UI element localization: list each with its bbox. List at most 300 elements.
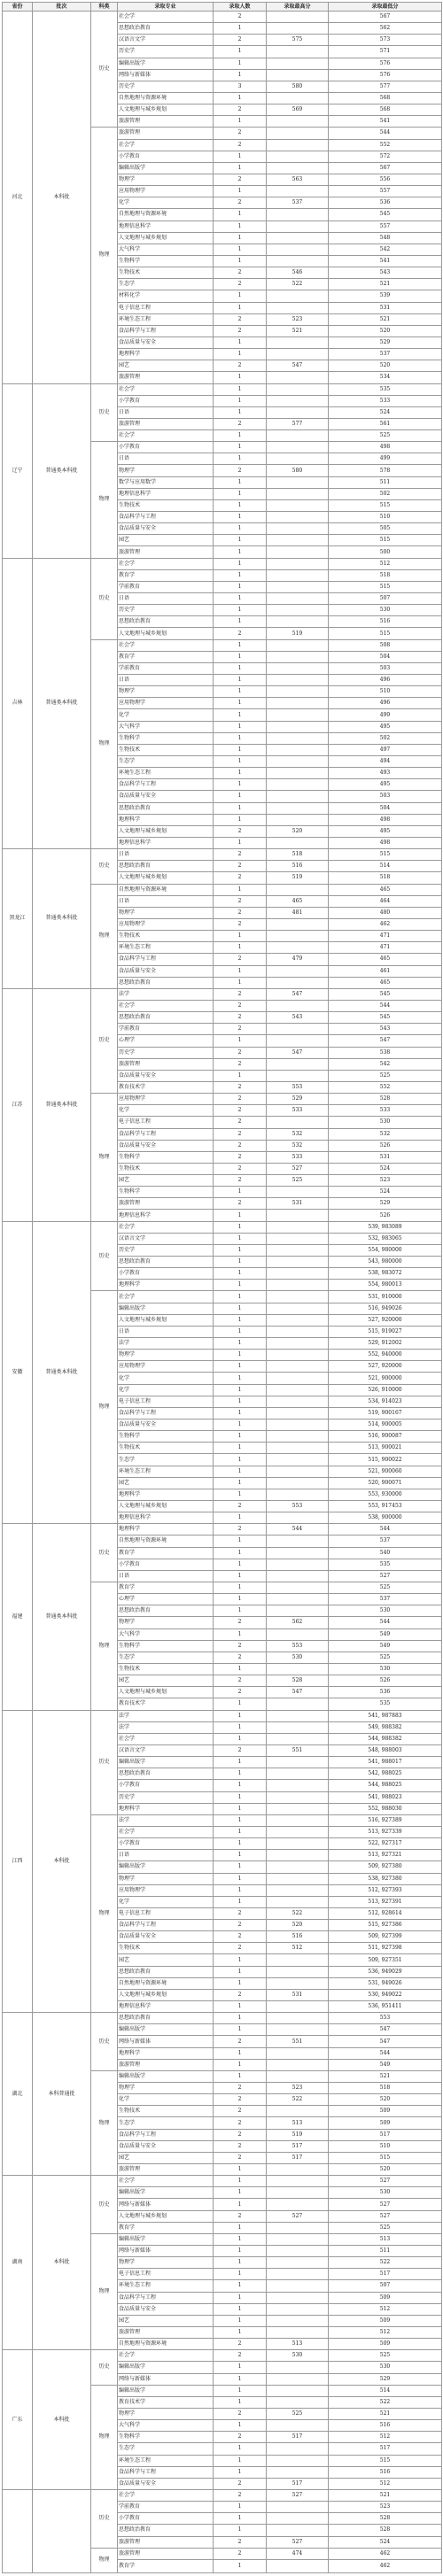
major-cell: 食品质量与安全 <box>118 523 214 535</box>
min-score-cell: 522, 927317 <box>329 1838 442 1850</box>
min-score-cell: 515 <box>329 628 442 639</box>
province-cell: 吉林 <box>3 558 33 849</box>
max-score-cell <box>267 512 329 523</box>
max-score-cell <box>267 1861 329 1873</box>
major-cell: 人文地理与城乡规划 <box>118 1501 214 1512</box>
subject-cell: 历史 <box>91 12 118 128</box>
header-province: 省份 <box>3 3 33 12</box>
count-cell: 1 <box>214 220 267 232</box>
major-cell: 食品科学与工程 <box>118 2129 214 2140</box>
count-cell: 2 <box>214 1501 267 1512</box>
province-cell: 河北 <box>3 12 33 384</box>
max-score-cell <box>267 1547 329 1559</box>
min-score-cell: 544 <box>329 128 442 139</box>
min-score-cell: 525 <box>329 2222 442 2233</box>
max-score-cell <box>267 2326 329 2338</box>
min-score-cell: 464 <box>329 895 442 907</box>
min-score-cell: 498 <box>329 814 442 825</box>
min-score-cell: 498 <box>329 837 442 848</box>
subject-cell: 物理 <box>91 2070 118 2175</box>
min-score-cell: 533 <box>329 395 442 406</box>
min-score-cell: 518 <box>329 872 442 884</box>
min-score-cell: 461 <box>329 965 442 977</box>
major-cell: 食品质量与安全 <box>118 1070 214 1081</box>
count-cell: 2 <box>214 1012 267 1024</box>
max-score-cell <box>267 535 329 546</box>
count-cell: 1 <box>214 523 267 535</box>
max-score-cell <box>267 1477 329 1489</box>
min-score-cell: 541, 987883 <box>329 1710 442 1721</box>
major-cell: 电子信息工程 <box>118 1117 214 1128</box>
min-score-cell: 534, 914023 <box>329 1396 442 1407</box>
major-cell: 自然地理与资源环境 <box>118 2339 214 2350</box>
major-cell: 食品质量与安全 <box>118 2303 214 2315</box>
count-cell: 1 <box>214 639 267 651</box>
min-score-cell: 530 <box>329 2362 442 2373</box>
max-score-cell <box>267 768 329 779</box>
count-cell: 1 <box>214 2233 267 2245</box>
min-score-cell: 515, 927386 <box>329 1920 442 1931</box>
max-score-cell: 522 <box>267 1907 329 1919</box>
min-score-cell: 524 <box>329 1187 442 1198</box>
count-cell: 1 <box>214 675 267 686</box>
max-score-cell <box>267 1396 329 1407</box>
count-cell: 2 <box>214 825 267 837</box>
major-cell: 食品科学与工程 <box>118 2466 214 2478</box>
count-cell: 1 <box>214 499 267 511</box>
major-cell: 物理学 <box>118 1617 214 1628</box>
major-cell: 生态学 <box>118 1652 214 1663</box>
count-cell: 1 <box>214 2222 267 2233</box>
max-score-cell <box>267 837 329 848</box>
count-cell: 1 <box>214 512 267 523</box>
min-score-cell: 553 <box>329 2013 442 2024</box>
min-score-cell: 535 <box>329 1698 442 1710</box>
min-score-cell: 509, 927351 <box>329 1954 442 1966</box>
major-cell: 生态学 <box>118 756 214 768</box>
min-score-cell: 515, 900022 <box>329 1454 442 1466</box>
min-score-cell: 549 <box>329 1628 442 1640</box>
min-score-cell: 576 <box>329 58 442 69</box>
max-score-cell: 523 <box>267 2083 329 2094</box>
max-score-cell <box>267 2199 329 2210</box>
max-score-cell: 533 <box>267 1151 329 1163</box>
min-score-cell: 544, 988382 <box>329 1733 442 1744</box>
count-cell: 1 <box>214 406 267 418</box>
major-cell: 旅游管理 <box>118 1058 214 1070</box>
max-score-cell <box>267 1431 329 1443</box>
count-cell: 1 <box>214 1454 267 1466</box>
min-score-cell: 516 <box>329 616 442 628</box>
count-cell: 2 <box>214 104 267 116</box>
count-cell: 2 <box>214 954 267 965</box>
min-score-cell: 545 <box>329 209 442 220</box>
count-cell: 1 <box>214 2070 267 2082</box>
max-score-cell: 544 <box>267 1524 329 1536</box>
major-cell: 编辑出版学 <box>118 2233 214 2245</box>
major-cell: 旅游管理 <box>118 2059 214 2070</box>
count-cell: 1 <box>214 2257 267 2269</box>
major-cell: 社会学 <box>118 12 214 23</box>
min-score-cell: 547 <box>329 1035 442 1047</box>
min-score-cell: 543 <box>329 1024 442 1035</box>
count-cell: 1 <box>214 744 267 755</box>
count-cell: 1 <box>214 1861 267 1873</box>
major-cell: 思想政治教育 <box>118 2013 214 2024</box>
major-cell: 旅游管理 <box>118 128 214 139</box>
count-cell: 2 <box>214 12 267 23</box>
max-score-cell: 521 <box>267 325 329 337</box>
major-cell: 应用物理学 <box>118 1094 214 1105</box>
major-cell: 心理学 <box>118 1594 214 1605</box>
count-cell: 1 <box>214 942 267 954</box>
max-score-cell: 531 <box>267 1989 329 2000</box>
count-cell: 1 <box>214 1477 267 1489</box>
major-cell: 环境生态工程 <box>118 942 214 954</box>
max-score-cell <box>267 2315 329 2326</box>
count-cell: 2 <box>214 2094 267 2106</box>
min-score-cell: 516, 900087 <box>329 1431 442 1443</box>
min-score-cell: 513, 900021 <box>329 1443 442 1454</box>
max-score-cell <box>267 1884 329 1896</box>
max-score-cell <box>267 1070 329 1081</box>
major-cell: 日语 <box>118 895 214 907</box>
count-cell: 1 <box>214 709 267 721</box>
major-cell: 社会学 <box>118 639 214 651</box>
min-score-cell: 547 <box>329 2036 442 2047</box>
min-score-cell: 541, 988017 <box>329 1757 442 1768</box>
subject-cell: 物理 <box>91 2548 118 2572</box>
major-cell: 物理学 <box>118 686 214 698</box>
major-cell: 日语 <box>118 593 214 605</box>
major-cell: 应用物理学 <box>118 698 214 709</box>
major-cell: 大气科学 <box>118 244 214 255</box>
major-cell: 生物科学 <box>118 732 214 744</box>
min-score-cell: 539 <box>329 290 442 302</box>
province-cell: 江西 <box>3 1710 33 2013</box>
count-cell: 1 <box>214 2443 267 2455</box>
count-cell: 1 <box>214 1244 267 1256</box>
major-cell: 思想政治教育 <box>118 1768 214 1780</box>
max-score-cell <box>267 372 329 383</box>
min-score-cell: 498 <box>329 442 442 453</box>
max-score-cell: 519 <box>267 2129 329 2140</box>
max-score-cell <box>267 977 329 988</box>
count-cell: 1 <box>214 151 267 162</box>
major-cell: 思想政治教育 <box>118 1012 214 1024</box>
min-score-cell: 536, 951411 <box>329 2001 442 2013</box>
max-score-cell: 530 <box>267 1652 329 1663</box>
count-cell: 1 <box>214 209 267 220</box>
min-score-cell: 552, 988030 <box>329 1803 442 1814</box>
major-cell: 园艺 <box>118 1675 214 1687</box>
count-cell: 1 <box>214 1733 267 1744</box>
count-cell: 1 <box>214 546 267 558</box>
min-score-cell: 509 <box>329 2117 442 2129</box>
min-score-cell: 507 <box>329 593 442 605</box>
count-cell: 2 <box>214 2152 267 2163</box>
min-score-cell: 509 <box>329 2315 442 2326</box>
min-score-cell: 533 <box>329 1105 442 1117</box>
max-score-cell <box>267 2303 329 2315</box>
max-score-cell <box>267 616 329 628</box>
max-score-cell <box>267 1977 329 1989</box>
count-cell: 1 <box>214 2013 267 2024</box>
province-cell: 江苏 <box>3 988 33 1221</box>
min-score-cell: 525 <box>329 2350 442 2362</box>
count-cell: 1 <box>214 2176 267 2187</box>
major-cell: 历史学 <box>118 1047 214 1058</box>
min-score-cell: 561 <box>329 418 442 429</box>
max-score-cell <box>267 1244 329 1256</box>
max-score-cell: 527 <box>267 2210 329 2222</box>
max-score-cell <box>267 1768 329 1780</box>
major-cell: 园艺 <box>118 2315 214 2326</box>
major-cell: 小学教育 <box>118 1780 214 1791</box>
max-score-cell <box>267 58 329 69</box>
table-row <box>3 2176 442 2187</box>
major-cell: 电子信息工程 <box>118 302 214 313</box>
max-score-cell <box>267 1896 329 1907</box>
count-cell: 1 <box>214 1966 267 1977</box>
major-cell: 生态学 <box>118 1454 214 1466</box>
count-cell: 2 <box>214 1140 267 1151</box>
province-cell: 福建 <box>3 1524 33 1710</box>
major-cell: 园艺 <box>118 1175 214 1187</box>
min-score-cell: 525 <box>329 1582 442 1593</box>
min-score-cell: 541 <box>329 255 442 267</box>
max-score-cell <box>267 814 329 825</box>
count-cell: 2 <box>214 2140 267 2152</box>
min-score-cell: 553, 930000 <box>329 1489 442 1500</box>
major-cell: 编辑出版学 <box>118 1757 214 1768</box>
subject-cell: 历史 <box>91 383 118 442</box>
batch-cell: 普通类本科批 <box>33 1524 91 1710</box>
max-score-cell: 553 <box>267 1640 329 1652</box>
max-score-cell <box>267 1373 329 1384</box>
major-cell: 园艺 <box>118 535 214 546</box>
min-score-cell: 545 <box>329 1012 442 1024</box>
max-score-cell <box>267 1233 329 1244</box>
min-score-cell: 571 <box>329 46 442 58</box>
major-cell: 环境生态工程 <box>118 2280 214 2292</box>
max-score-cell <box>267 1407 329 1419</box>
max-score-cell <box>267 1420 329 1431</box>
min-score-cell: 526 <box>329 1675 442 1687</box>
major-cell: 教育技术学 <box>118 1698 214 1710</box>
count-cell: 2 <box>214 128 267 139</box>
major-cell: 教育学 <box>118 1582 214 1593</box>
max-score-cell <box>267 1117 329 1128</box>
count-cell: 1 <box>214 1559 267 1570</box>
count-cell: 1 <box>214 965 267 977</box>
min-score-cell: 526 <box>329 1210 442 1221</box>
major-cell: 生物技术 <box>118 1663 214 1675</box>
max-score-cell: 532 <box>267 1128 329 1140</box>
major-cell: 法学 <box>118 1814 214 1826</box>
max-score-cell <box>267 581 329 592</box>
count-cell: 1 <box>214 616 267 628</box>
count-cell: 1 <box>214 1070 267 1081</box>
min-score-cell: 524 <box>329 1163 442 1174</box>
major-cell: 思想政治教育 <box>118 1605 214 1617</box>
min-score-cell: 509 <box>329 2106 442 2117</box>
count-cell: 1 <box>214 1884 267 1896</box>
major-cell: 地理信息科学 <box>118 837 214 848</box>
table-row <box>3 1221 442 1233</box>
major-cell: 网络与新媒体 <box>118 2199 214 2210</box>
major-cell: 编辑出版学 <box>118 1861 214 1873</box>
max-score-cell <box>267 116 329 128</box>
major-cell: 地理信息科学 <box>118 2001 214 2013</box>
major-cell: 小学教育 <box>118 1559 214 1570</box>
count-cell: 2 <box>214 2083 267 2094</box>
batch-cell <box>33 2489 91 2572</box>
subject-cell: 历史 <box>91 2350 118 2385</box>
max-score-cell <box>267 1605 329 1617</box>
min-score-cell: 496 <box>329 698 442 709</box>
count-cell: 1 <box>214 1721 267 1733</box>
max-score-cell <box>267 2455 329 2466</box>
count-cell: 1 <box>214 69 267 81</box>
max-score-cell <box>267 756 329 768</box>
major-cell: 日语 <box>118 1326 214 1337</box>
max-score-cell <box>267 1361 329 1373</box>
max-score-cell: 551 <box>267 1744 329 1756</box>
batch-cell: 本科批 <box>33 2176 91 2350</box>
major-cell: 生物技术 <box>118 1943 214 1954</box>
count-cell: 2 <box>214 418 267 429</box>
count-cell: 2 <box>214 2536 267 2548</box>
count-cell: 1 <box>214 2373 267 2385</box>
min-score-cell: 494 <box>329 756 442 768</box>
subject-cell: 历史 <box>91 2013 118 2071</box>
count-cell: 1 <box>214 395 267 406</box>
min-score-cell: 552 <box>329 1081 442 1093</box>
count-cell: 1 <box>214 2502 267 2513</box>
min-score-cell: 504 <box>329 802 442 814</box>
major-cell: 网络与新媒体 <box>118 69 214 81</box>
major-cell: 旅游管理 <box>118 546 214 558</box>
table-row <box>3 1524 442 1536</box>
min-score-cell: 465 <box>329 977 442 988</box>
max-score-cell: 517 <box>267 2140 329 2152</box>
major-cell: 思想政治教育 <box>118 802 214 814</box>
max-score-cell <box>267 430 329 442</box>
count-cell: 1 <box>214 756 267 768</box>
count-cell: 1 <box>214 2420 267 2432</box>
max-score-cell <box>267 69 329 81</box>
max-score-cell <box>267 2013 329 2024</box>
major-cell: 电子信息工程 <box>118 1396 214 1407</box>
min-score-cell: 537 <box>329 349 442 360</box>
min-score-cell: 538, 900000 <box>329 1512 442 1524</box>
min-score-cell: 496 <box>329 675 442 686</box>
major-cell: 法学 <box>118 1721 214 1733</box>
min-score-cell: 499 <box>329 709 442 721</box>
max-score-cell <box>267 2513 329 2525</box>
count-cell: 1 <box>214 488 267 499</box>
major-cell: 社会学 <box>118 2176 214 2187</box>
count-cell: 1 <box>214 1977 267 1989</box>
max-score-cell <box>267 918 329 930</box>
min-score-cell: 527, 920000 <box>329 1361 442 1373</box>
min-score-cell: 517 <box>329 2129 442 2140</box>
min-score-cell: 513, 927339 <box>329 1826 442 1837</box>
max-score-cell: 527 <box>267 1163 329 1174</box>
min-score-cell: 515 <box>329 581 442 592</box>
count-cell: 2 <box>214 2408 267 2419</box>
max-score-cell <box>267 476 329 488</box>
count-cell: 1 <box>214 1710 267 1721</box>
max-score-cell: 537 <box>267 197 329 209</box>
major-cell: 小学教育 <box>118 395 214 406</box>
major-cell: 人文地理与城乡规划 <box>118 628 214 639</box>
min-score-cell: 500 <box>329 546 442 558</box>
major-cell: 网络与新媒体 <box>118 2036 214 2047</box>
major-cell: 学前教育 <box>118 581 214 592</box>
min-score-cell: 507 <box>329 2280 442 2292</box>
max-score-cell <box>267 220 329 232</box>
max-score-cell <box>267 1814 329 1826</box>
max-score-cell: 512 <box>267 1943 329 1954</box>
count-cell: 2 <box>214 2489 267 2501</box>
batch-cell: 本科批 <box>33 2350 91 2490</box>
count-cell: 1 <box>214 802 267 814</box>
major-cell: 自然地理与资源环境 <box>118 884 214 895</box>
max-score-cell: 517 <box>267 2152 329 2163</box>
major-cell: 生物科学 <box>118 1431 214 1443</box>
max-score-cell <box>267 1628 329 1640</box>
major-cell: 思想政治教育 <box>118 1257 214 1268</box>
count-cell: 1 <box>214 732 267 744</box>
min-score-cell: 517 <box>329 2443 442 2455</box>
min-score-cell: 568 <box>329 92 442 104</box>
min-score-cell: 462 <box>329 2548 442 2559</box>
count-cell: 2 <box>214 2129 267 2140</box>
min-score-cell: 552, 940000 <box>329 1350 442 1361</box>
count-cell: 2 <box>214 1175 267 1187</box>
subject-cell: 历史 <box>91 1524 118 1582</box>
major-cell: 生物技术 <box>118 1163 214 1174</box>
count-cell: 2 <box>214 918 267 930</box>
major-cell: 生物科学 <box>118 2432 214 2443</box>
count-cell: 2 <box>214 1094 267 1105</box>
header-max-score: 录取最高分 <box>267 3 329 12</box>
major-cell: 食品科学与工程 <box>118 2292 214 2303</box>
major-cell: 地理信息科学 <box>118 488 214 499</box>
max-score-cell <box>267 2559 329 2572</box>
min-score-cell: 462 <box>329 918 442 930</box>
count-cell: 2 <box>214 197 267 209</box>
max-score-cell <box>267 1663 329 1675</box>
count-cell: 2 <box>214 628 267 639</box>
min-score-cell: 523 <box>329 1175 442 1187</box>
table-row <box>3 2350 442 2362</box>
max-score-cell <box>267 791 329 802</box>
major-cell: 食品科学与工程 <box>118 779 214 791</box>
min-score-cell: 538, 927380 <box>329 1873 442 1884</box>
count-cell: 2 <box>214 1128 267 1140</box>
min-score-cell: 554, 980013 <box>329 1280 442 1291</box>
count-cell: 1 <box>214 884 267 895</box>
count-cell: 1 <box>214 2315 267 2326</box>
count-cell: 2 <box>214 267 267 279</box>
count-cell: 2 <box>214 1744 267 1756</box>
major-cell: 社会学 <box>118 2350 214 2362</box>
min-score-cell: 530 <box>329 1605 442 1617</box>
min-score-cell: 529 <box>329 2373 442 2385</box>
